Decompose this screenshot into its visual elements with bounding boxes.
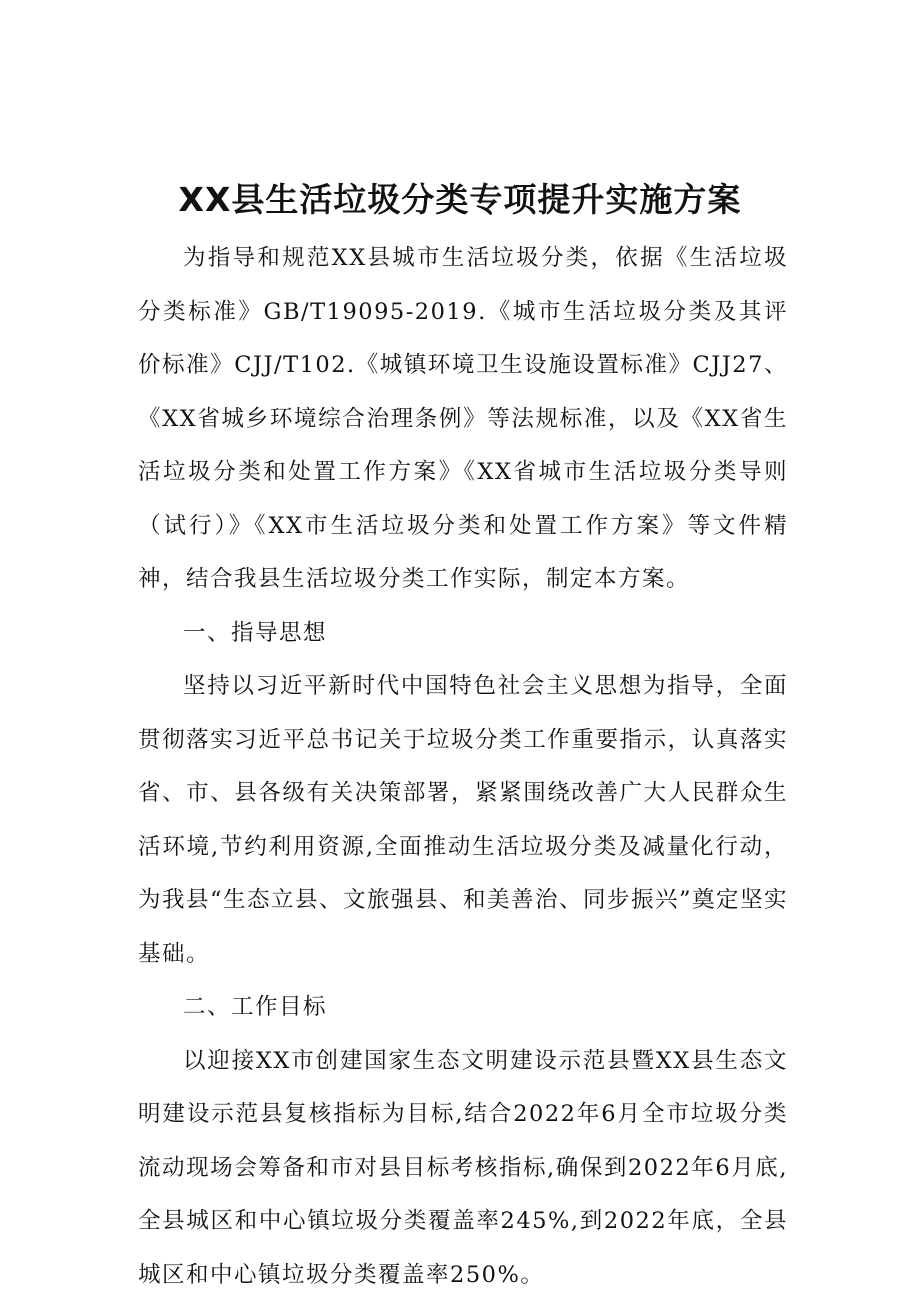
intro-paragraph: 为指导和规范XX县城市生活垃圾分类，依据《生活垃圾分类标准》GB/T19095-2019.《城市生活垃圾分类及其评价标准》CJJ/T102.《城镇环境卫生设施设置标准》CJJ27、《XX省城乡环境综合治理条例》等法规标准，以及《XX省生活垃圾分类和处置工作方案》《XX省城市生活垃圾分类导则（试行）》《XX市生活垃圾分类和处置工作方案》等文件精神，结合我县生活垃圾分类工作实际，制定本方案。	[138, 232, 788, 607]
section-heading-work-goals: 二、工作目标	[138, 981, 788, 1035]
section-paragraph-guiding-ideology: 坚持以习近平新时代中国特色社会主义思想为指导，全面贯彻落实习近平总书记关于垃圾分类工作重要指示，认真落实省、市、县各级有关决策部署，紧紧围绕改善广大人民群众生活环境,节约利用资源,全面推动生活垃圾分类及减量化行动，为我县“生态立县、文旅强县、和美善治、同步振兴”奠定坚实基础。	[138, 660, 788, 981]
document-title: XX县生活垃圾分类专项提升实施方案	[0, 176, 920, 224]
section-heading-guiding-ideology: 一、指导思想	[138, 607, 788, 661]
document-body	[138, 232, 788, 1302]
section-paragraph-work-goals: 以迎接XX市创建国家生态文明建设示范县暨XX县生态文明建设示范县复核指标为目标,结合2022年6月全市垃圾分类流动现场会筹备和市对县目标考核指标,确保到2022年6月底,全县城区和中心镇垃圾分类覆盖率245%,到2022年底，全县城区和中心镇垃圾分类覆盖率250%。	[138, 1035, 788, 1302]
